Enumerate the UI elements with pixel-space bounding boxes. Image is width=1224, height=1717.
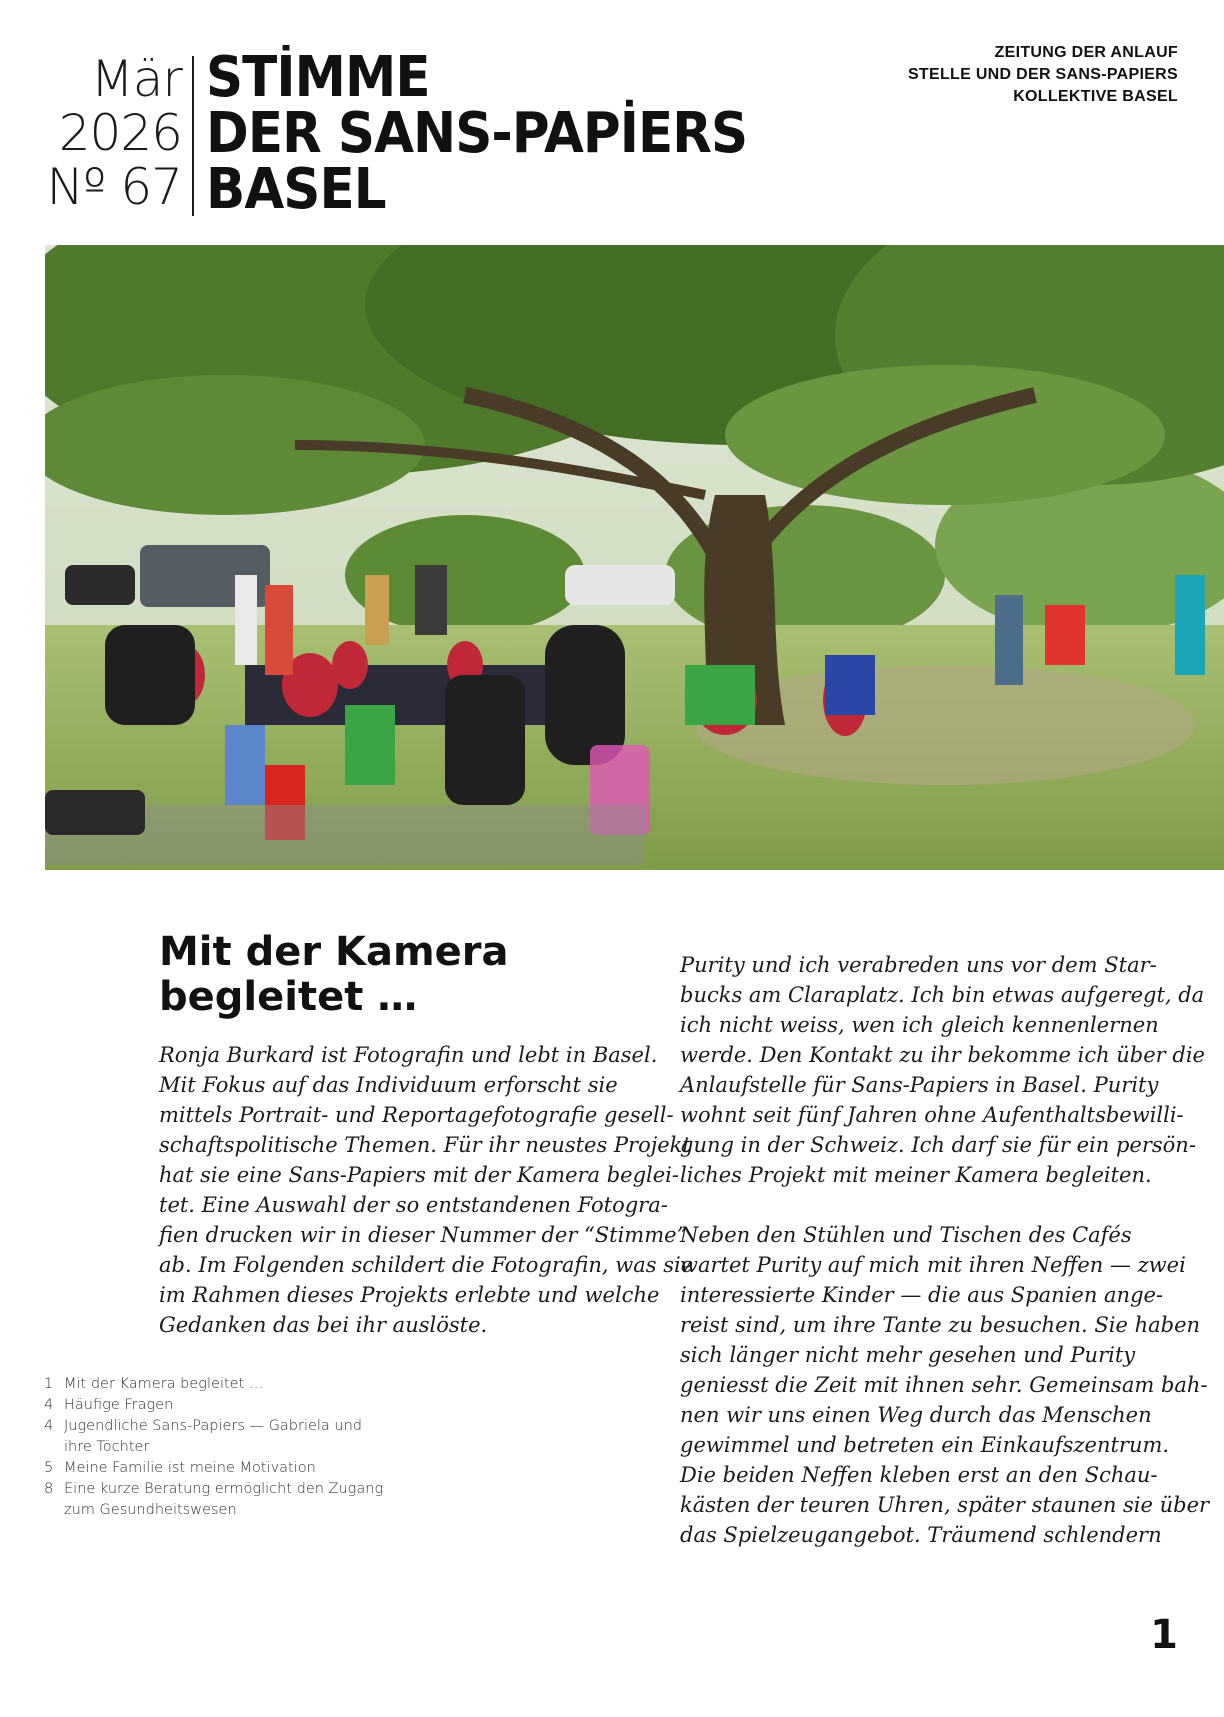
- body-line: sich länger nicht mehr gesehen und Purity: [680, 1343, 1136, 1367]
- page-number: 1: [1150, 1612, 1178, 1658]
- body-line: Neben den Stühlen und Tischen des Cafés: [680, 1223, 1132, 1247]
- toc-page-number: 1: [44, 1376, 54, 1392]
- issue-year: 2026: [58, 104, 182, 162]
- toc-title-line: Eine kurze Beratung ermöglicht den Zugang: [64, 1481, 384, 1497]
- toc-title-line: Häufige Fragen: [64, 1397, 174, 1413]
- publisher-info: [908, 42, 1178, 108]
- lead-line: Mit Fokus auf das Individuum erforscht sie: [159, 1073, 618, 1097]
- body-line: kästen der teuren Uhren, später staunen sie über: [680, 1493, 1210, 1517]
- body-line: gung in der Schweiz. Ich darf sie für ein persön-: [680, 1133, 1196, 1157]
- lead-line: fien drucken wir in dieser Nummer der “Stimme”: [159, 1223, 688, 1247]
- toc-item[interactable]: [44, 1458, 444, 1479]
- toc-item[interactable]: [44, 1416, 444, 1458]
- body-line: liches Projekt mit meiner Kamera begleiten.: [680, 1163, 1152, 1187]
- publisher-line-3: KOLLEKTIVE BASEL: [1013, 88, 1178, 105]
- toc-page-number: 8: [44, 1481, 54, 1497]
- toc-title-line: Jugendliche Sans-Papiers — Gabriela und: [64, 1418, 363, 1434]
- issue-month: Mär: [90, 50, 182, 108]
- title-line-2: DER SANS-PAPİERS: [206, 101, 748, 166]
- hero-photo: [45, 245, 1224, 870]
- lead-line: im Rahmen dieses Projekts erlebte und welche: [159, 1283, 660, 1307]
- toc-page-number: 4: [44, 1418, 54, 1434]
- toc-title-line: Mit der Kamera begleitet …: [64, 1376, 264, 1392]
- toc-item[interactable]: [44, 1374, 444, 1395]
- body-line: wohnt seit fünf Jahren ohne Aufenthaltsbewilli-: [680, 1103, 1184, 1127]
- body-line: gewimmel und betreten ein Einkaufszentrum.: [680, 1433, 1170, 1457]
- toc-title: [64, 1374, 263, 1395]
- toc-page-number: 4: [44, 1397, 54, 1413]
- body-line: nen wir uns einen Weg durch das Menschen: [680, 1403, 1152, 1427]
- body-line: ich nicht weiss, wen ich gleich kennenlernen: [680, 1013, 1159, 1037]
- article-headline: [159, 930, 659, 1020]
- title-line-3: BASEL: [206, 157, 386, 222]
- body-line: wartet Purity auf mich mit ihren Neffen — zwei: [680, 1253, 1186, 1277]
- body-line: werde. Den Kontakt zu ihr bekomme ich über die: [680, 1043, 1205, 1067]
- toc-page-number: 5: [44, 1460, 54, 1476]
- lead-line: ab. Im Folgenden schildert die Fotografin, was sie: [159, 1253, 694, 1277]
- body-line: Purity und ich verabreden uns vor dem Star-: [680, 953, 1157, 977]
- article-body: [680, 950, 1210, 1550]
- lead-line: schaftspolitische Themen. Für ihr neustes Projekt: [159, 1133, 691, 1157]
- toc-item[interactable]: [44, 1395, 444, 1416]
- lead-line: mittels Portrait- und Reportagefotografie gesell-: [159, 1103, 674, 1127]
- toc-item[interactable]: [44, 1479, 444, 1521]
- lead-line: Gedanken das bei ihr auslöste.: [159, 1313, 488, 1337]
- issue-number: Nº 67: [46, 158, 182, 216]
- toc-title: [64, 1458, 316, 1479]
- headline-line: begleitet …: [159, 974, 418, 1020]
- body-line: das Spielzeugangebot. Träumend schlendern: [680, 1523, 1162, 1547]
- body-line: Die beiden Neffen kleben erst an den Schau-: [680, 1463, 1158, 1487]
- toc-title-line: Meine Familie ist meine Motivation: [64, 1460, 316, 1476]
- lead-line: hat sie eine Sans-Papiers mit der Kamera beglei-: [159, 1163, 679, 1187]
- toc-title: [64, 1416, 362, 1458]
- article-lead: [159, 1040, 694, 1340]
- issue-date: [44, 52, 182, 214]
- headline-line: Mit der Kamera: [159, 929, 509, 975]
- body-line: geniesst die Zeit mit ihnen sehr. Gemeinsam bah-: [680, 1373, 1208, 1397]
- table-of-contents: [44, 1374, 444, 1521]
- lead-line: tet. Eine Auswahl der so entstandenen Fotogra-: [159, 1193, 668, 1217]
- toc-title-line: zum Gesundheitswesen: [64, 1502, 237, 1518]
- body-line: Anlaufstelle für Sans-Papiers in Basel. Purity: [680, 1073, 1159, 1097]
- body-line: bucks am Claraplatz. Ich bin etwas aufgeregt, da: [680, 983, 1205, 1007]
- paragraph-gap: [680, 1190, 1190, 1220]
- masthead-divider: [192, 56, 194, 216]
- toc-title: [64, 1395, 173, 1416]
- toc-title-line: ihre Töchter: [64, 1439, 150, 1455]
- title-line-1: STİMME: [206, 45, 430, 110]
- body-line: interessierte Kinder — die aus Spanien ange-: [680, 1283, 1164, 1307]
- lead-line: Ronja Burkard ist Fotografin und lebt in Basel.: [159, 1043, 658, 1067]
- body-line: reist sind, um ihre Tante zu besuchen. Sie haben: [680, 1313, 1201, 1337]
- toc-title: [64, 1479, 383, 1521]
- publisher-line-2: STELLE UND DER SANS-PAPIERS: [907, 66, 1178, 83]
- publisher-line-1: ZEITUNG DER ANLAUF: [994, 44, 1178, 61]
- newspaper-title: [206, 45, 748, 222]
